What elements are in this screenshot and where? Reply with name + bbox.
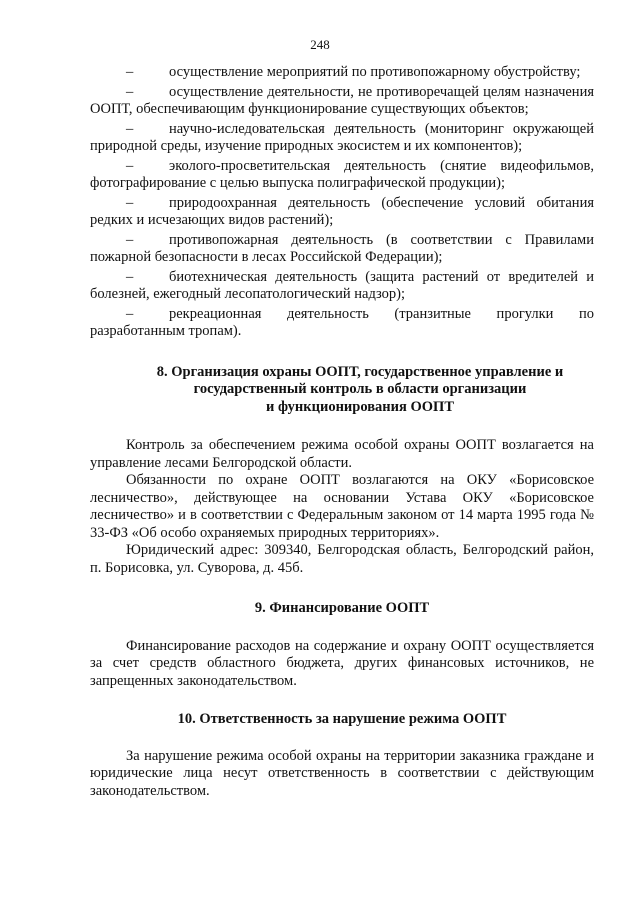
section-8-paragraph: Юридический адрес: 309340, Белгородская область, Белгородский район, п. Борисовка, ул. Суворова, д. 45б.	[90, 542, 594, 576]
section-10-body	[90, 748, 594, 801]
list-item: –осуществление мероприятий по противопожарному обустройству;	[90, 64, 594, 82]
section-8-paragraph: Обязанности по охране ООПТ возлагаются на ОКУ «Борисовское лесничество», действующее на основании Устава ОКУ «Борисовское лесничество» и в соответствии с Федеральным законом от 14 марта 1995 года № 33-ФЗ «Об особо охраняемых природных территориях».	[90, 472, 594, 541]
section-8-heading-line1: 8. Организация охраны ООПТ, государственное управление и	[156, 363, 564, 380]
list-item: –эколого-просветительская деятельность (снятие видеофильмов, фотографирование с целью выпуска полиграфической продукции);	[90, 158, 594, 193]
section-8-heading	[90, 364, 594, 417]
list-item: –научно-иследовательская деятельность (мониторинг окружающей природной среды, изучение природных экосистем и их компонентов);	[90, 121, 594, 156]
section-8-heading-line3: и функционирования ООПТ	[266, 398, 454, 415]
section-9-body	[90, 638, 594, 691]
dash-marker	[90, 195, 169, 213]
section-8-heading-line2: государственный контроль в области организации	[193, 381, 527, 397]
dash-marker	[90, 269, 169, 287]
section-9-heading: 9. Финансирование ООПТ	[254, 600, 430, 616]
list-item: –природоохранная деятельность (обеспечение условий обитания редких и исчезающих видов растений);	[90, 195, 594, 230]
dash-marker	[90, 158, 169, 176]
section-10-heading: 10. Ответственность за нарушение режима ООПТ	[177, 711, 507, 727]
dash-marker	[90, 64, 169, 82]
list-item: –осуществление деятельности, не противоречащей целям назначения ООПТ, обеспечивающим функционирование существующих объектов;	[90, 84, 594, 119]
section-8-paragraph: Контроль за обеспечением режима особой охраны ООПТ возлагается на управление лесами Белгородской области.	[90, 437, 594, 471]
dash-marker	[90, 232, 169, 250]
list-item: –рекреационная деятельность (транзитные прогулки по разработанным тропам).	[90, 306, 594, 341]
dash-marker	[90, 306, 169, 324]
dash-marker	[90, 121, 169, 139]
list-item: –биотехническая деятельность (защита растений от вредителей и болезней, ежегодный лесопатологический надзор);	[90, 269, 594, 304]
section-9-paragraph: Финансирование расходов на содержание и охрану ООПТ осуществляется за счет средств областного бюджета, других финансовых источников, не запрещенных законодательством.	[90, 637, 594, 689]
section-10-paragraph: За нарушение режима особой охраны на территории заказника граждане и юридические лица несут ответственность в соответствии с действующим законодательством.	[90, 747, 594, 799]
dash-marker	[90, 84, 169, 102]
page-number: 248	[310, 37, 330, 52]
section-8-body	[90, 437, 594, 577]
list-item: –противопожарная деятельность (в соответствии с Правилами пожарной безопасности в лесах Российской Федерации);	[90, 232, 594, 267]
document-content	[90, 64, 594, 800]
activity-list	[90, 64, 594, 341]
